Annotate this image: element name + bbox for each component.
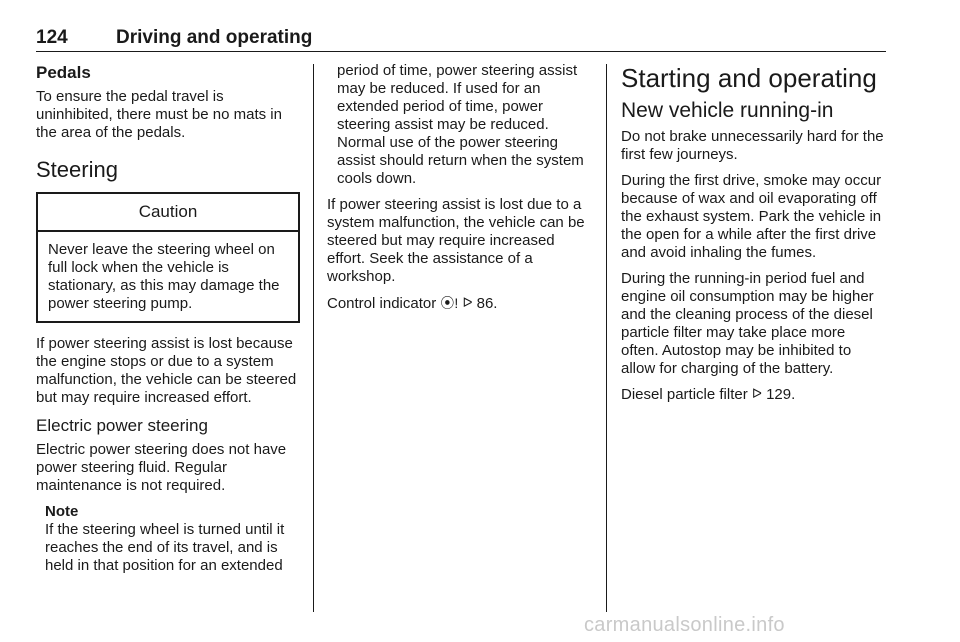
caution-box <box>36 192 300 323</box>
assist-lost-paragraph: If power steering assist is lost because the engine stops or due to a system malfunction, the vehicle can be steered but may require increased effort. <box>36 335 297 406</box>
running-in-paragraph-2: During the first drive, smoke may occur because of wax and oil evaporating off the exhaust system. Park the vehicle in the open for a while after the first drive and avoid inhaling the fumes. <box>621 172 882 261</box>
reference-arrow-icon: ᐅ <box>462 295 473 310</box>
column-right <box>621 62 886 412</box>
column-left <box>36 62 300 575</box>
malfunction-paragraph: If power steering assist is lost due to a system malfunction, the vehicle can be steered but may require increased effort. Seek the assistance of a workshop. <box>327 196 585 285</box>
watermark: carmanualsonline.info <box>584 614 785 636</box>
running-in-paragraph-1: Do not brake unnecessarily hard for the first few journeys. <box>621 128 884 163</box>
section-heading: Starting and operating <box>621 63 877 93</box>
page-header <box>36 27 886 52</box>
eps-heading: Electric power steering <box>36 416 208 435</box>
chapter-title: Driving and operating <box>116 27 313 48</box>
control-indicator-page-link[interactable]: 86. <box>476 295 498 312</box>
note-label: Note <box>45 503 79 520</box>
column-middle <box>327 62 593 321</box>
note-text: If the steering wheel is turned until it reaches the end of its travel, and is held in that position for an extended <box>45 521 285 574</box>
control-indicator-label: Control indicator <box>327 295 437 312</box>
column-divider <box>606 64 607 612</box>
subsection-heading: New vehicle running-in <box>621 99 834 122</box>
steering-warning-icon: ⦿! <box>440 295 459 311</box>
caution-text: Never leave the steering wheel on full lock when the vehicle is stationary, as this may damage the power steering pump. <box>48 241 280 312</box>
page-number: 124 <box>36 27 68 48</box>
note-text-continued: period of time, power steering assist may be reduced. If used for an extended period of time, power steering assist may be reduced. Normal use of the power steering assist should return when the system cools down. <box>337 62 584 187</box>
steering-heading: Steering <box>36 157 118 182</box>
pedals-heading: Pedals <box>36 63 91 82</box>
dpf-label: Diesel particle filter <box>621 386 748 403</box>
control-indicator-line <box>327 294 593 313</box>
reference-arrow-icon: ᐅ <box>751 386 762 401</box>
column-divider <box>313 64 314 612</box>
dpf-reference-line <box>621 386 886 404</box>
dpf-page-link[interactable]: 129. <box>766 386 796 403</box>
caution-title: Caution <box>38 194 298 232</box>
running-in-paragraph-3: During the running-in period fuel and engine oil consumption may be higher and the cleaning process of the diesel particle filter may take place more often. Autostop may be inhibited to allow for charging of the battery. <box>621 270 874 377</box>
eps-paragraph: Electric power steering does not have power steering fluid. Regular maintenance is not required. <box>36 441 287 494</box>
pedals-paragraph: To ensure the pedal travel is uninhibited, there must be no mats in the area of the pedals. <box>36 88 282 141</box>
